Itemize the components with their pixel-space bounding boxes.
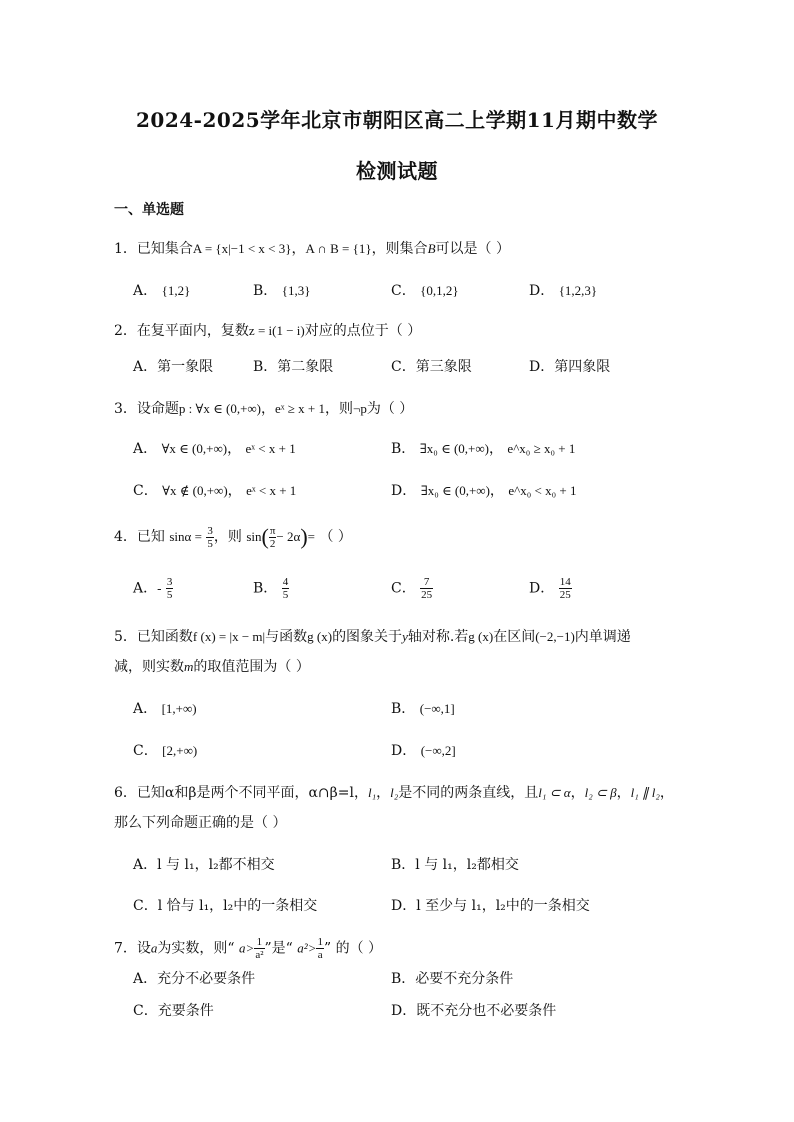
math-expression: = (307, 529, 315, 544)
fraction (166, 576, 174, 601)
option-label: C． (133, 483, 158, 499)
option-label: A． (133, 971, 158, 987)
option-value: 第三象限 (415, 359, 472, 375)
question-6-stem (114, 782, 674, 802)
question-3-stem (114, 398, 413, 418)
option-label: A． (133, 441, 158, 457)
option-label: B． (391, 701, 416, 717)
denominator: a² (255, 949, 264, 961)
denominator: 5 (207, 537, 213, 550)
denominator: 5 (282, 589, 289, 601)
math-expression: (−2,−1) (535, 629, 575, 644)
question-2-option-c (391, 356, 472, 376)
math-expression: l₁ (367, 785, 377, 800)
stem-text: ， (376, 785, 391, 801)
math-expression: A ∩ B = {1} (305, 241, 372, 256)
question-5-stem (114, 626, 631, 646)
numerator: 1 (317, 936, 323, 948)
option-label: A． (133, 857, 158, 873)
option-label: C． (133, 743, 158, 759)
denominator: 5 (166, 589, 173, 601)
stem-text: 为实数，则“ (157, 940, 235, 957)
option-label: B． (391, 441, 416, 457)
option-value: eˣ < x + 1 (245, 441, 296, 456)
option-value: 第一象限 (157, 359, 214, 375)
stem-text: ，则集合 (371, 241, 428, 257)
option-value: {0,1,2} (420, 283, 459, 298)
option-value: [1,+∞) (161, 701, 197, 716)
question-5-option-d (391, 740, 456, 760)
question-4-option-a (133, 576, 173, 601)
page-title-line-1: 2024-2025学年北京市朝阳区高二上学期11月期中数学 (136, 108, 658, 132)
stem-text: 已知集合 (136, 241, 193, 257)
option-value: l 至少与 l₁，l₂中的一条相交 (416, 898, 590, 914)
numerator: 14 (559, 576, 571, 588)
option-value: 第二象限 (277, 359, 334, 375)
option-value: 既不充分也不必要条件 (416, 1003, 557, 1019)
option-value: 充要条件 (157, 1003, 214, 1019)
question-5-option-a (133, 698, 197, 718)
stem-text: ，则 (213, 529, 242, 545)
stem-text: 设命题 (136, 401, 179, 417)
stem-text: ” 的（ ） (323, 940, 383, 957)
stem-text: ， (261, 401, 276, 417)
option-label: B． (253, 580, 278, 597)
option-label: D． (529, 283, 555, 299)
option-label: B． (391, 857, 416, 873)
question-number: 3． (114, 401, 137, 417)
option-value: {1,2} (161, 283, 191, 298)
math-expression: a> (239, 940, 255, 956)
numerator: 3 (207, 524, 213, 537)
question-4-option-b (253, 576, 289, 601)
option-label: A． (133, 359, 158, 375)
question-2-stem (114, 320, 421, 340)
question-7-option-d (391, 1000, 556, 1020)
math-expression: a²> (297, 940, 317, 956)
question-6-option-c (133, 895, 317, 915)
option-label: D． (529, 580, 555, 597)
stem-text: 在区间 (493, 629, 536, 645)
question-7-option-a (133, 968, 255, 988)
stem-text: ， (570, 785, 585, 801)
question-2-option-b (253, 356, 333, 376)
stem-text: ， (291, 241, 306, 257)
denominator: a (317, 949, 323, 961)
question-4-option-d (529, 576, 572, 601)
stem-text: 在复平面内，复数 (136, 323, 249, 339)
option-value: 充分不必要条件 (157, 971, 256, 987)
option-label: C． (133, 1003, 158, 1019)
question-number: 2． (114, 323, 137, 339)
section-heading: 一、单选题 (114, 202, 184, 218)
stem-text: 对应的点位于（ ） (304, 323, 422, 339)
fraction (420, 576, 433, 601)
question-3-option-a: A． ∀x ∈ (0,+∞)， eˣ < x + 1 (133, 441, 296, 457)
question-1-option-a (133, 280, 190, 300)
option-label: D． (391, 898, 417, 914)
question-number: 6． (114, 785, 137, 801)
question-6-option-b (391, 854, 519, 874)
stem-text: 设 (136, 940, 151, 957)
fraction (559, 576, 572, 601)
option-label: D． (391, 1003, 417, 1019)
question-6-option-d (391, 895, 590, 915)
question-7-option-c (133, 1000, 214, 1020)
stem-text: 减，则实数 (114, 659, 184, 675)
question-number: 5． (114, 629, 137, 645)
question-3-option-c: C． ∀x ∉ (0,+∞)， eˣ < x + 1 (133, 483, 297, 499)
option-value: ∃x₀ ∈ (0,+∞) (419, 441, 489, 456)
option-label: A． (133, 580, 158, 597)
option-label: C． (391, 580, 416, 597)
stem-text: 已知α和β是两个不同平面，α∩β=l， (136, 785, 368, 801)
math-expression: y (402, 629, 408, 644)
math-expression: m (184, 659, 194, 674)
question-5-option-b (391, 698, 455, 718)
fraction (254, 936, 264, 961)
math-expression: f (x) = |x − m| (192, 629, 266, 644)
option-label: C． (391, 359, 416, 375)
question-2-option-a (133, 356, 213, 376)
stem-text: ， (616, 785, 631, 801)
option-label: D． (529, 359, 555, 375)
option-value: l 与 l₁，l₂都相交 (415, 857, 519, 873)
option-value: ∃x₀ ∈ (0,+∞) (420, 483, 490, 498)
option-sign: - (157, 580, 162, 596)
option-value: e^x₀ < x₀ + 1 (508, 483, 577, 498)
stem-text: ，则 (325, 401, 354, 417)
option-value: ∀x ∈ (0,+∞) (161, 441, 228, 456)
math-expression: g (x) (307, 629, 333, 644)
option-value: eˣ < x + 1 (246, 483, 297, 498)
math-expression: − 2α (276, 529, 301, 544)
math-expression: z = i(1 − i) (248, 323, 305, 338)
option-value: e^x₀ ≥ x₀ + 1 (507, 441, 576, 456)
option-value: {1,3} (281, 283, 311, 298)
denominator: 25 (559, 589, 571, 601)
option-value: (−∞,2] (420, 743, 456, 758)
option-value: l 与 l₁，l₂都不相交 (157, 857, 275, 873)
stem-text: 是不同的两条直线，且 (398, 785, 539, 801)
math-expression: l₁ ⊂ α (538, 785, 571, 800)
math-expression: eˣ ≥ x + 1 (275, 401, 326, 416)
question-1-option-b (253, 280, 310, 300)
option-value: [2,+∞) (162, 743, 198, 758)
fraction (282, 576, 290, 601)
question-number: 1． (114, 241, 137, 257)
stem-text: 与函数 (265, 629, 308, 645)
denominator: 25 (421, 589, 433, 601)
question-number: 7． (114, 940, 137, 957)
option-value: (−∞,1] (419, 701, 455, 716)
math-expression: B (427, 241, 436, 256)
math-expression: l₂ (390, 785, 399, 800)
question-7-option-b (391, 968, 513, 988)
question-4-option-c (391, 576, 433, 601)
option-label: D． (391, 743, 417, 759)
stem-text: 的图象关于 (332, 629, 403, 645)
math-expression: sinα = (169, 529, 202, 544)
stem-text: 轴对称.若 (407, 629, 469, 645)
option-label: C． (133, 898, 158, 914)
option-label: B． (253, 283, 278, 299)
numerator: 3 (166, 576, 173, 588)
option-label: A． (133, 283, 158, 299)
option-value: 第四象限 (554, 359, 611, 375)
option-label: D． (391, 483, 417, 499)
stem-text: 可以是（ ） (435, 241, 510, 257)
math-expression: A = {x|−1 < x < 3} (192, 241, 292, 256)
math-expression: l₁ ∥ l₂ (630, 785, 660, 800)
stem-text: 已知 (136, 529, 165, 545)
stem-text: ， (659, 785, 674, 801)
question-7-stem (114, 936, 382, 961)
numerator: 4 (282, 576, 289, 588)
question-5-option-c (133, 740, 197, 760)
question-1-option-c (391, 280, 459, 300)
math-expression: ¬p (353, 401, 367, 416)
question-4-stem: 4．已知 sinα = $\frac{3}{5}$ ，则 sin( $\frac{\pi}{2}$ − 2α)= （ ） (114, 524, 352, 550)
question-5-stem-line-2 (114, 656, 310, 676)
option-label: B． (391, 971, 416, 987)
stem-text: ”是“ (264, 940, 293, 957)
math-expression: p : ∀x ∈ (0,+∞) (178, 401, 262, 416)
stem-text: 为（ ） (366, 401, 414, 417)
math-expression: l₂ ⊂ β (584, 785, 617, 800)
page-title-line-2: 检测试题 (356, 159, 438, 183)
fraction (316, 936, 324, 961)
question-6-option-a (133, 854, 275, 874)
question-3-option-b: B． ∃x₀ ∈ (0,+∞)， e^x₀ ≥ x₀ + 1 (391, 441, 576, 457)
option-value: l 恰与 l₁，l₂中的一条相交 (157, 898, 318, 914)
question-6-stem-line-2: 那么下列命题正确的是（ ） (114, 815, 287, 831)
question-3-option-d: D． ∃x₀ ∈ (0,+∞)， e^x₀ < x₀ + 1 (391, 483, 577, 499)
question-number: 4． (114, 529, 137, 545)
numerator: 7 (420, 576, 433, 589)
numerator: π (269, 524, 276, 537)
stem-text: （ ） (319, 529, 352, 545)
option-value: 必要不充分条件 (415, 971, 514, 987)
question-1-option-d (529, 280, 597, 300)
option-label: B． (253, 359, 278, 375)
denominator: 2 (269, 537, 276, 550)
stem-text: 内单调递 (574, 629, 631, 645)
option-label: C． (391, 283, 416, 299)
stem-text: 已知函数 (136, 629, 193, 645)
stem-text: 的取值范围为（ ） (193, 659, 310, 675)
fraction (206, 525, 214, 550)
option-value: {1,2,3} (558, 283, 598, 298)
math-expression: g (x) (468, 629, 494, 644)
numerator: 1 (254, 936, 264, 949)
math-expression: a (150, 940, 158, 956)
question-2-option-d (529, 356, 610, 376)
math-expression: sin (246, 529, 262, 544)
option-label: A． (133, 701, 158, 717)
option-value: ∀x ∉ (0,+∞) (162, 483, 228, 498)
question-1-stem (114, 238, 510, 258)
